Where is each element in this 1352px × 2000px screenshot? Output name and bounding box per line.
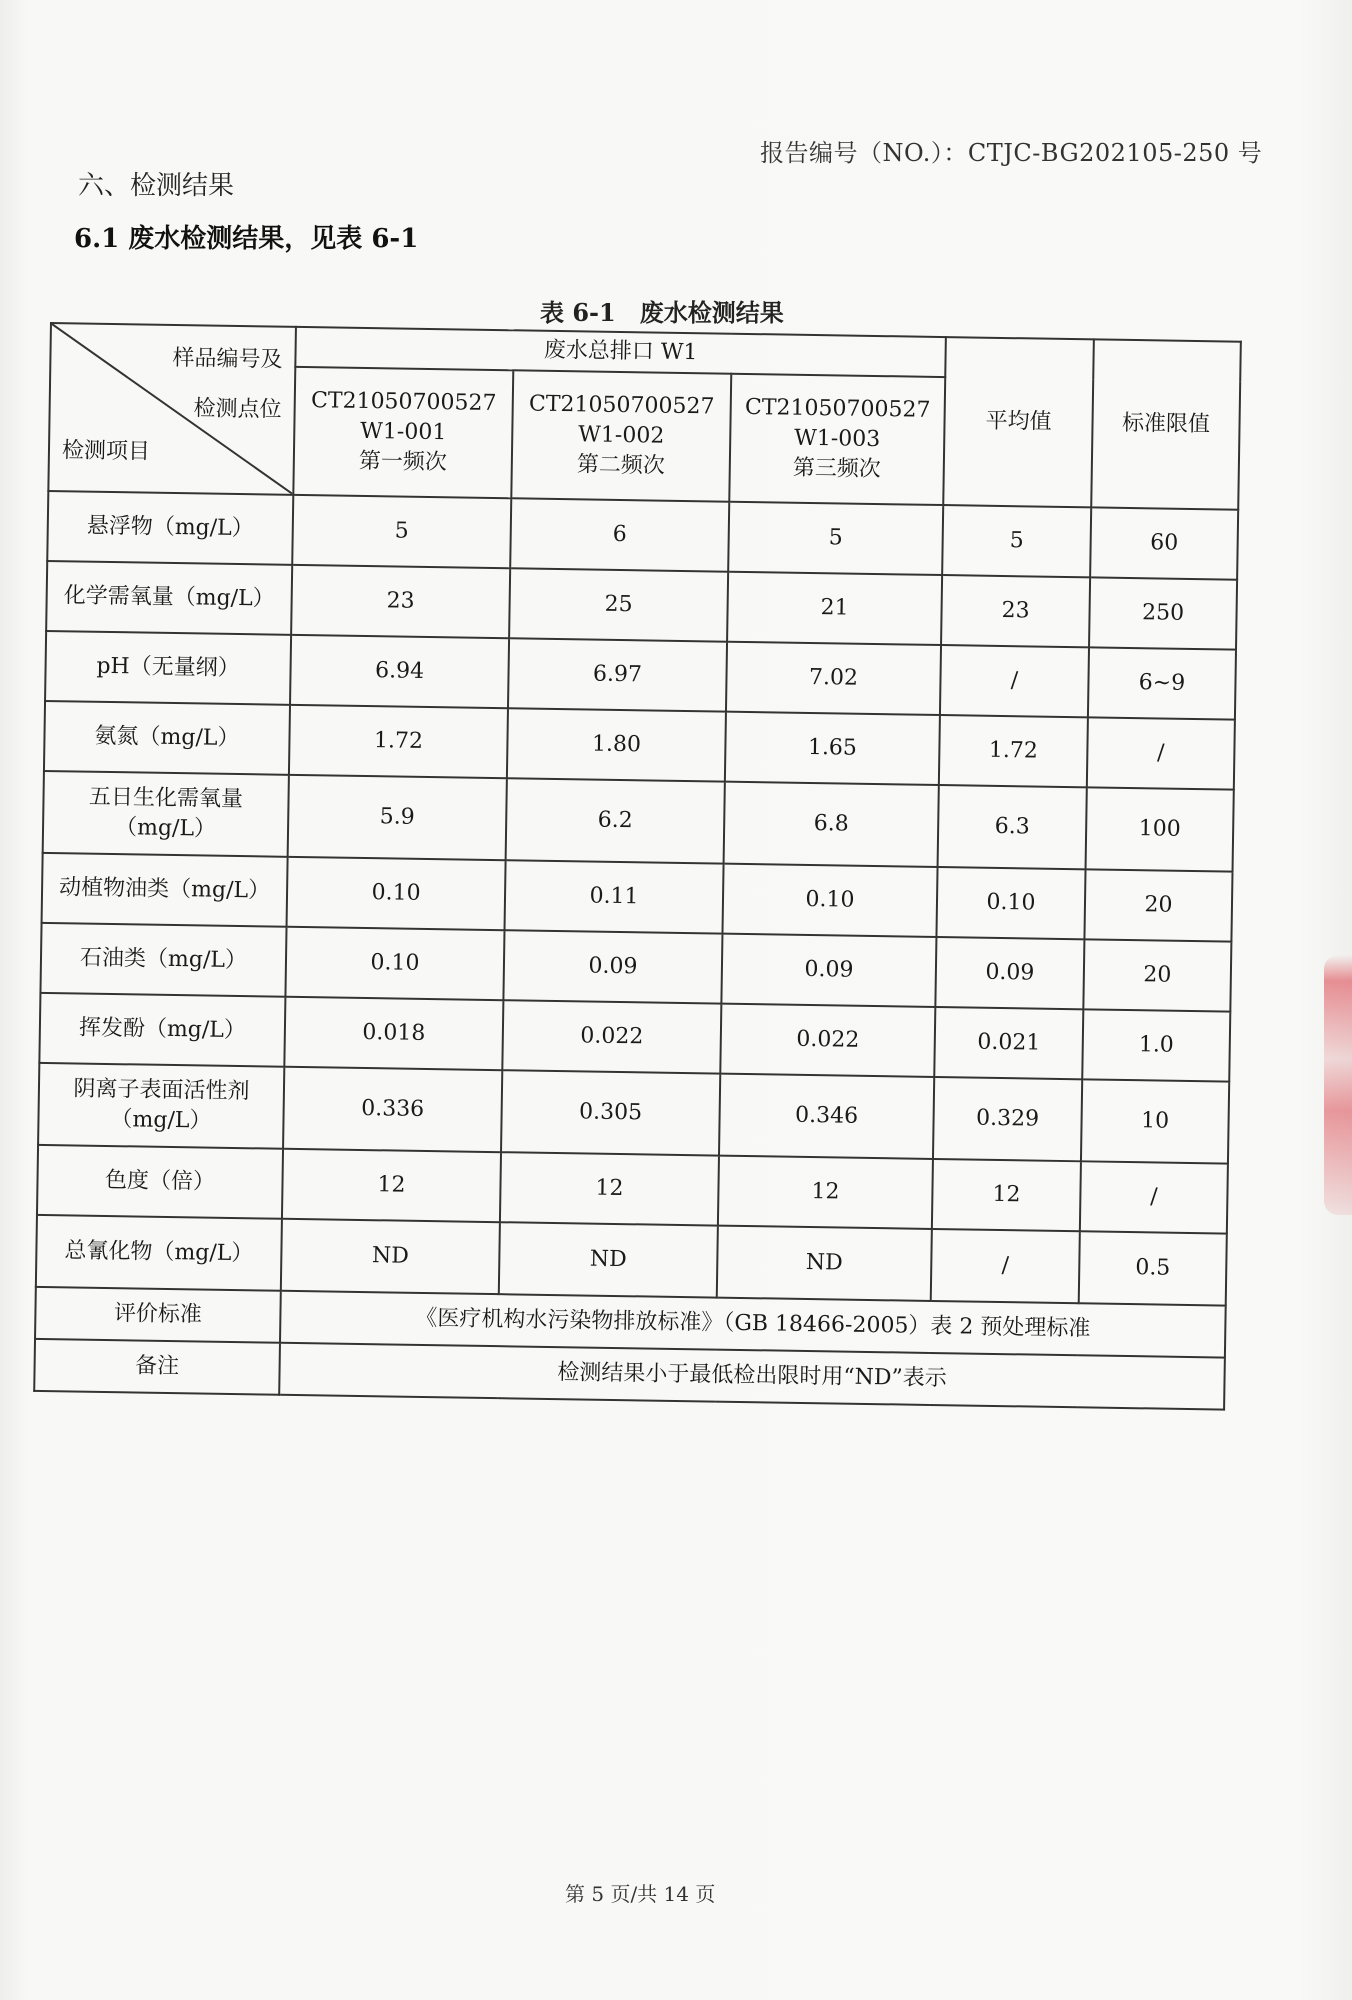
average-cell: 12 — [932, 1159, 1081, 1231]
average-cell: 5 — [942, 505, 1091, 577]
value-cell: 5.9 — [288, 775, 507, 860]
limit-cell: 6~9 — [1088, 647, 1236, 719]
sample-id: CT21050700527 — [528, 392, 715, 420]
value-cell: 6.8 — [724, 782, 939, 867]
value-cell: 23 — [291, 565, 510, 638]
value-cell: 0.336 — [283, 1067, 502, 1152]
sample-header — [511, 370, 731, 501]
sample-id: CT21050700527 — [744, 395, 931, 424]
value-cell: 1.65 — [725, 712, 940, 785]
value-cell: 1.72 — [289, 705, 508, 778]
item-name: 动植物油类（mg/L） — [42, 853, 288, 927]
item-name: 石油类（mg/L） — [40, 923, 286, 997]
value-cell: ND — [499, 1222, 718, 1297]
item-name: 总氰化物（mg/L） — [36, 1215, 282, 1291]
value-cell: 7.02 — [726, 642, 941, 715]
sample-header — [293, 367, 513, 498]
limit-cell: 1.0 — [1082, 1009, 1230, 1081]
value-cell: 12 — [500, 1152, 719, 1225]
value-cell: 0.022 — [502, 1000, 721, 1073]
limit-cell: / — [1080, 1161, 1228, 1233]
value-cell: 6.97 — [508, 638, 727, 711]
value-cell: 6 — [510, 498, 729, 571]
average-cell: 0.10 — [936, 867, 1085, 939]
corner-sample-label: 样品编号及 — [172, 345, 283, 373]
value-cell: 0.022 — [720, 1004, 935, 1077]
value-cell: 21 — [727, 572, 942, 645]
limit-cell: / — [1087, 717, 1235, 789]
value-cell: ND — [281, 1219, 500, 1294]
item-name: pH（无量纲） — [45, 631, 291, 705]
table-corner-header — [48, 323, 296, 495]
value-cell: 0.11 — [505, 860, 724, 933]
value-cell: 1.80 — [507, 708, 726, 781]
limit-cell: 20 — [1084, 869, 1232, 941]
remark-label: 备注 — [34, 1339, 280, 1395]
average-cell: 0.021 — [934, 1007, 1083, 1079]
limit-cell: 20 — [1083, 939, 1231, 1011]
sample-frequency: 第三频次 — [792, 455, 881, 482]
average-cell: / — [931, 1229, 1080, 1303]
standard-value: 《医疗机构水污染物排放标准》（GB 18466-2005）表 2 预处理标准 — [280, 1291, 1226, 1358]
value-cell: 6.94 — [290, 635, 509, 708]
group-header: 废水总排口 W1 — [295, 327, 946, 377]
corner-item-label: 检测项目 — [61, 438, 151, 465]
value-cell: 0.09 — [721, 934, 936, 1007]
sample-frequency: 第一频次 — [358, 448, 448, 476]
sample-sub: W1-001 — [360, 419, 447, 446]
seal-stamp-edge — [1324, 955, 1352, 1215]
average-cell: 6.3 — [938, 785, 1087, 869]
value-cell: 12 — [282, 1149, 501, 1222]
value-cell: 0.305 — [501, 1070, 720, 1155]
sample-sub: W1-003 — [794, 425, 881, 453]
value-cell: ND — [717, 1226, 932, 1301]
limit-cell: 10 — [1081, 1079, 1229, 1163]
value-cell: 25 — [509, 568, 728, 641]
value-cell: 0.346 — [719, 1074, 934, 1159]
results-table — [33, 322, 1242, 1411]
average-cell: 0.329 — [933, 1077, 1082, 1161]
table-caption: 表 6-1 废水检测结果 — [540, 298, 784, 327]
value-cell: 5 — [728, 502, 943, 575]
avg-header: 平均值 — [943, 337, 1094, 507]
sample-sub: W1-002 — [578, 422, 665, 449]
corner-point-label: 检测点位 — [193, 396, 282, 423]
item-name: 五日生化需氧量 （mg/L） — [43, 771, 289, 857]
value-cell: 6.2 — [506, 778, 725, 863]
limit-cell: 60 — [1090, 507, 1238, 579]
value-cell: 0.10 — [722, 864, 937, 937]
page-number: 第 5 页/共 14 页 — [565, 1882, 716, 1906]
sample-header — [729, 374, 945, 505]
value-cell: 12 — [718, 1156, 933, 1229]
report-number: 报告编号（NO.）：CTJC-BG202105-250 号 — [760, 139, 1263, 167]
sample-id: CT21050700527 — [310, 388, 497, 417]
value-cell: 0.10 — [287, 857, 506, 930]
item-name: 色度（倍） — [37, 1145, 283, 1219]
value-cell: 0.09 — [503, 930, 722, 1003]
limit-cell: 250 — [1089, 577, 1237, 649]
limit-header: 标准限值 — [1091, 339, 1241, 509]
item-name: 阴离子表面活性剂 （mg/L） — [38, 1063, 284, 1149]
value-cell: 0.10 — [285, 927, 504, 1000]
sub-section-title: 6.1 废水检测结果，见表 6-1 — [74, 224, 419, 254]
item-name: 悬浮物（mg/L） — [47, 491, 293, 565]
item-name: 挥发酚（mg/L） — [39, 993, 285, 1067]
limit-cell: 0.5 — [1079, 1231, 1227, 1305]
value-cell: 5 — [292, 495, 511, 568]
item-name: 化学需氧量（mg/L） — [46, 561, 292, 635]
limit-cell: 100 — [1086, 787, 1234, 871]
value-cell: 0.018 — [284, 997, 503, 1070]
section-title: 六、检测结果 — [78, 171, 235, 201]
average-cell: 23 — [941, 575, 1090, 647]
remark-value: 检测结果小于最低检出限时用“ND”表示 — [279, 1343, 1225, 1410]
average-cell: / — [940, 645, 1089, 717]
standard-label: 评价标准 — [35, 1287, 281, 1343]
sample-frequency: 第二频次 — [576, 452, 666, 479]
average-cell: 0.09 — [935, 937, 1084, 1009]
average-cell: 1.72 — [939, 715, 1088, 787]
item-name: 氨氮（mg/L） — [44, 701, 290, 775]
